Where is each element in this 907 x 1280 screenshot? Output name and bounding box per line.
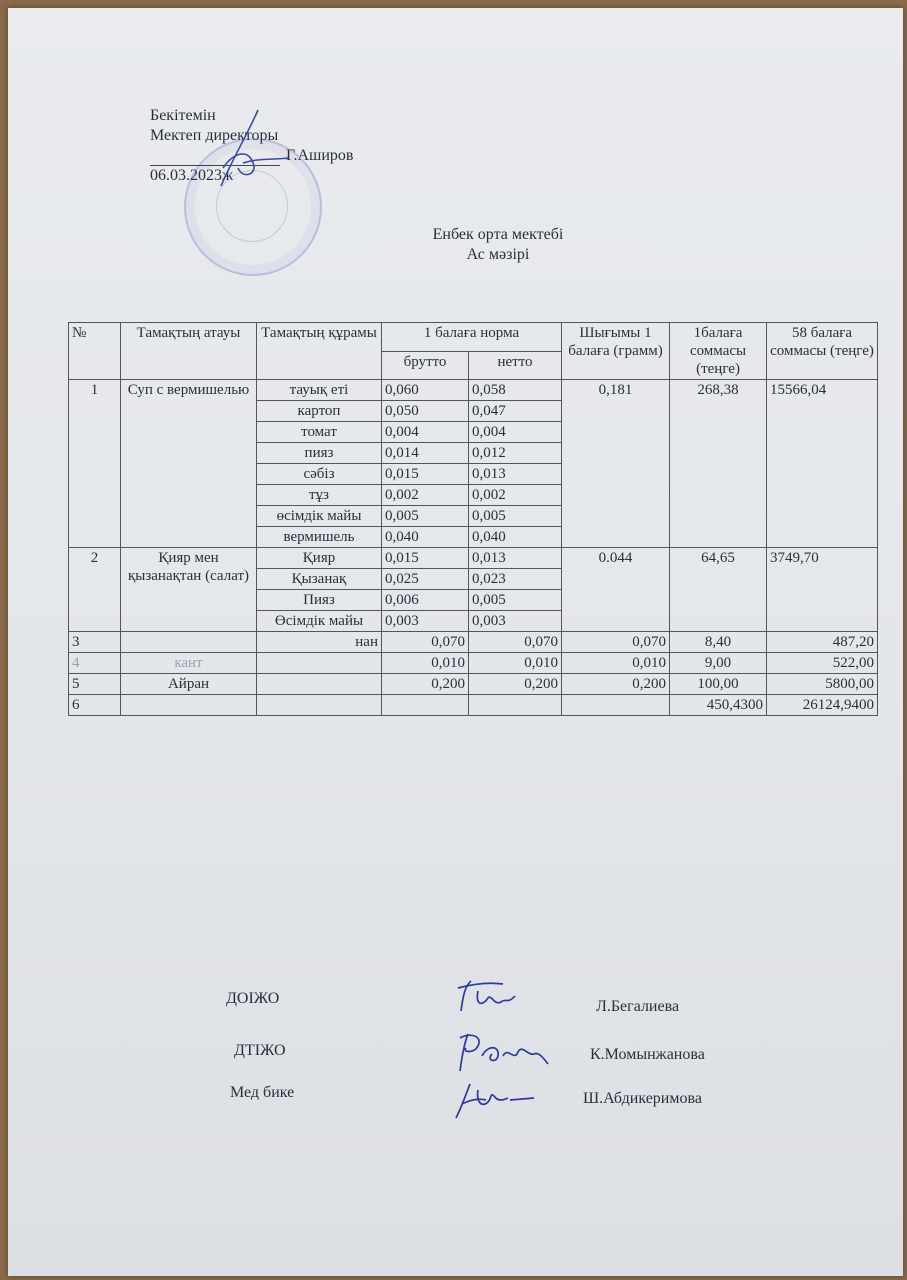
col-cost-one-header: 1балаға соммасы (теңге) <box>670 323 767 380</box>
col-cost-58-header: 58 балаға соммасы (теңге) <box>767 323 878 380</box>
col-name-header: Тамақтың атауы <box>121 323 257 380</box>
netto-value: 0,070 <box>469 632 562 653</box>
ingredient: пияз <box>257 443 382 464</box>
row-num: 5 <box>69 674 121 695</box>
cost-58-value: 487,20 <box>767 632 878 653</box>
brutto-value: 0,014 <box>382 443 469 464</box>
netto-value: 0,002 <box>469 485 562 506</box>
total-cost-one: 450,4300 <box>670 695 767 716</box>
netto-value: 0,023 <box>469 569 562 590</box>
netto-value: 0,058 <box>469 380 562 401</box>
yield-value: 0,070 <box>562 632 670 653</box>
approval-line1: Бекітемін <box>150 107 216 124</box>
brutto-value: 0,003 <box>382 611 469 632</box>
signature-3 <box>448 1078 538 1123</box>
netto-value: 0,005 <box>469 590 562 611</box>
row-num: 1 <box>69 380 121 548</box>
ingredient: Пияз <box>257 590 382 611</box>
yield-value: 0,200 <box>562 674 670 695</box>
cost-one-value: 9,00 <box>670 653 767 674</box>
ingredient: томат <box>257 422 382 443</box>
ingredient <box>257 653 382 674</box>
cost-58-value: 3749,70 <box>767 548 878 632</box>
table-row <box>69 674 878 695</box>
signer-role: Мед бике <box>230 1084 295 1101</box>
signature-2 <box>448 1026 553 1078</box>
signer-name: Ш.Абдикеримова <box>583 1090 702 1107</box>
netto-value: 0,005 <box>469 506 562 527</box>
table-row <box>69 380 878 401</box>
cost-one-value: 8,40 <box>670 632 767 653</box>
dish-name <box>121 632 257 653</box>
brutto-value: 0,025 <box>382 569 469 590</box>
brutto-value: 0,060 <box>382 380 469 401</box>
cost-58-value: 5800,00 <box>767 674 878 695</box>
table-row <box>69 548 878 569</box>
cost-58-value: 522,00 <box>767 653 878 674</box>
netto-value: 0,004 <box>469 422 562 443</box>
row-num: 4 <box>69 653 121 674</box>
brutto-value: 0,005 <box>382 506 469 527</box>
brutto-value: 0,015 <box>382 464 469 485</box>
ingredient: Қызанақ <box>257 569 382 590</box>
signature-1 <box>453 976 523 1021</box>
ingredient: тауық еті <box>257 380 382 401</box>
col-num-header: № <box>69 323 121 380</box>
ingredient: өсімдік майы <box>257 506 382 527</box>
col-netto-header: нетто <box>469 351 562 380</box>
cost-one-value: 100,00 <box>670 674 767 695</box>
yield-value: 0,181 <box>562 380 670 548</box>
cost-58-value: 15566,04 <box>767 380 878 548</box>
yield-value: 0,010 <box>562 653 670 674</box>
ingredient: сәбіз <box>257 464 382 485</box>
ingredient <box>257 674 382 695</box>
total-cost-58: 26124,9400 <box>767 695 878 716</box>
brutto-value: 0,015 <box>382 548 469 569</box>
col-norm-header: 1 балаға норма <box>382 323 562 352</box>
ingredient: вермишель <box>257 527 382 548</box>
ingredient: картоп <box>257 401 382 422</box>
netto-value: 0,012 <box>469 443 562 464</box>
netto-value: 0,200 <box>469 674 562 695</box>
row-num: 2 <box>69 548 121 632</box>
school-name: Енбек орта мектебі <box>432 226 564 243</box>
signer-name: Л.Бегалиева <box>596 998 680 1015</box>
dish-name: кант <box>121 653 257 674</box>
brutto-value: 0,200 <box>382 674 469 695</box>
netto-value: 0,013 <box>469 548 562 569</box>
netto-value: 0,013 <box>469 464 562 485</box>
brutto-value: 0,010 <box>382 653 469 674</box>
signer-role: ДОІЖО <box>226 990 280 1007</box>
netto-value: 0,047 <box>469 401 562 422</box>
brutto-value: 0,070 <box>382 632 469 653</box>
col-composition-header: Тамақтың құрамы <box>257 323 382 380</box>
brutto-value: 0,050 <box>382 401 469 422</box>
brutto-value: 0,004 <box>382 422 469 443</box>
dish-name: Қияр мен қызанақтан (салат) <box>121 548 257 632</box>
col-brutto-header: брутто <box>382 351 469 380</box>
header-row <box>69 323 878 352</box>
menu-table <box>68 322 878 716</box>
netto-value: 0,040 <box>469 527 562 548</box>
cost-one-value: 268,38 <box>670 380 767 548</box>
netto-value: 0,010 <box>469 653 562 674</box>
ingredient: Қияр <box>257 548 382 569</box>
dish-name: Айран <box>121 674 257 695</box>
brutto-value: 0,002 <box>382 485 469 506</box>
ingredient: тұз <box>257 485 382 506</box>
approval-line2: Мектеп директоры <box>150 127 279 144</box>
brutto-value: 0,006 <box>382 590 469 611</box>
col-yield-header: Шығымы 1 балаға (грамм) <box>562 323 670 380</box>
director-name: Г.Аширов <box>286 147 354 164</box>
ingredient: нан <box>257 632 382 653</box>
cost-one-value: 64,65 <box>670 548 767 632</box>
approval-date: 06.03.2023ж <box>150 167 234 184</box>
dish-name: Суп с вермишелью <box>121 380 257 548</box>
yield-value: 0.044 <box>562 548 670 632</box>
netto-value: 0,003 <box>469 611 562 632</box>
row-num: 3 <box>69 632 121 653</box>
menu-title: Ас мәзірі <box>466 246 530 263</box>
total-row <box>69 695 878 716</box>
signer-name: К.Момынжанова <box>590 1046 705 1063</box>
table-row <box>69 632 878 653</box>
brutto-value: 0,040 <box>382 527 469 548</box>
signer-role: ДТІЖО <box>234 1042 286 1059</box>
table-row <box>69 653 878 674</box>
director-signature <box>203 108 293 193</box>
document-page <box>8 8 903 1276</box>
row-num: 6 <box>69 695 121 716</box>
ingredient: Өсімдік майы <box>257 611 382 632</box>
